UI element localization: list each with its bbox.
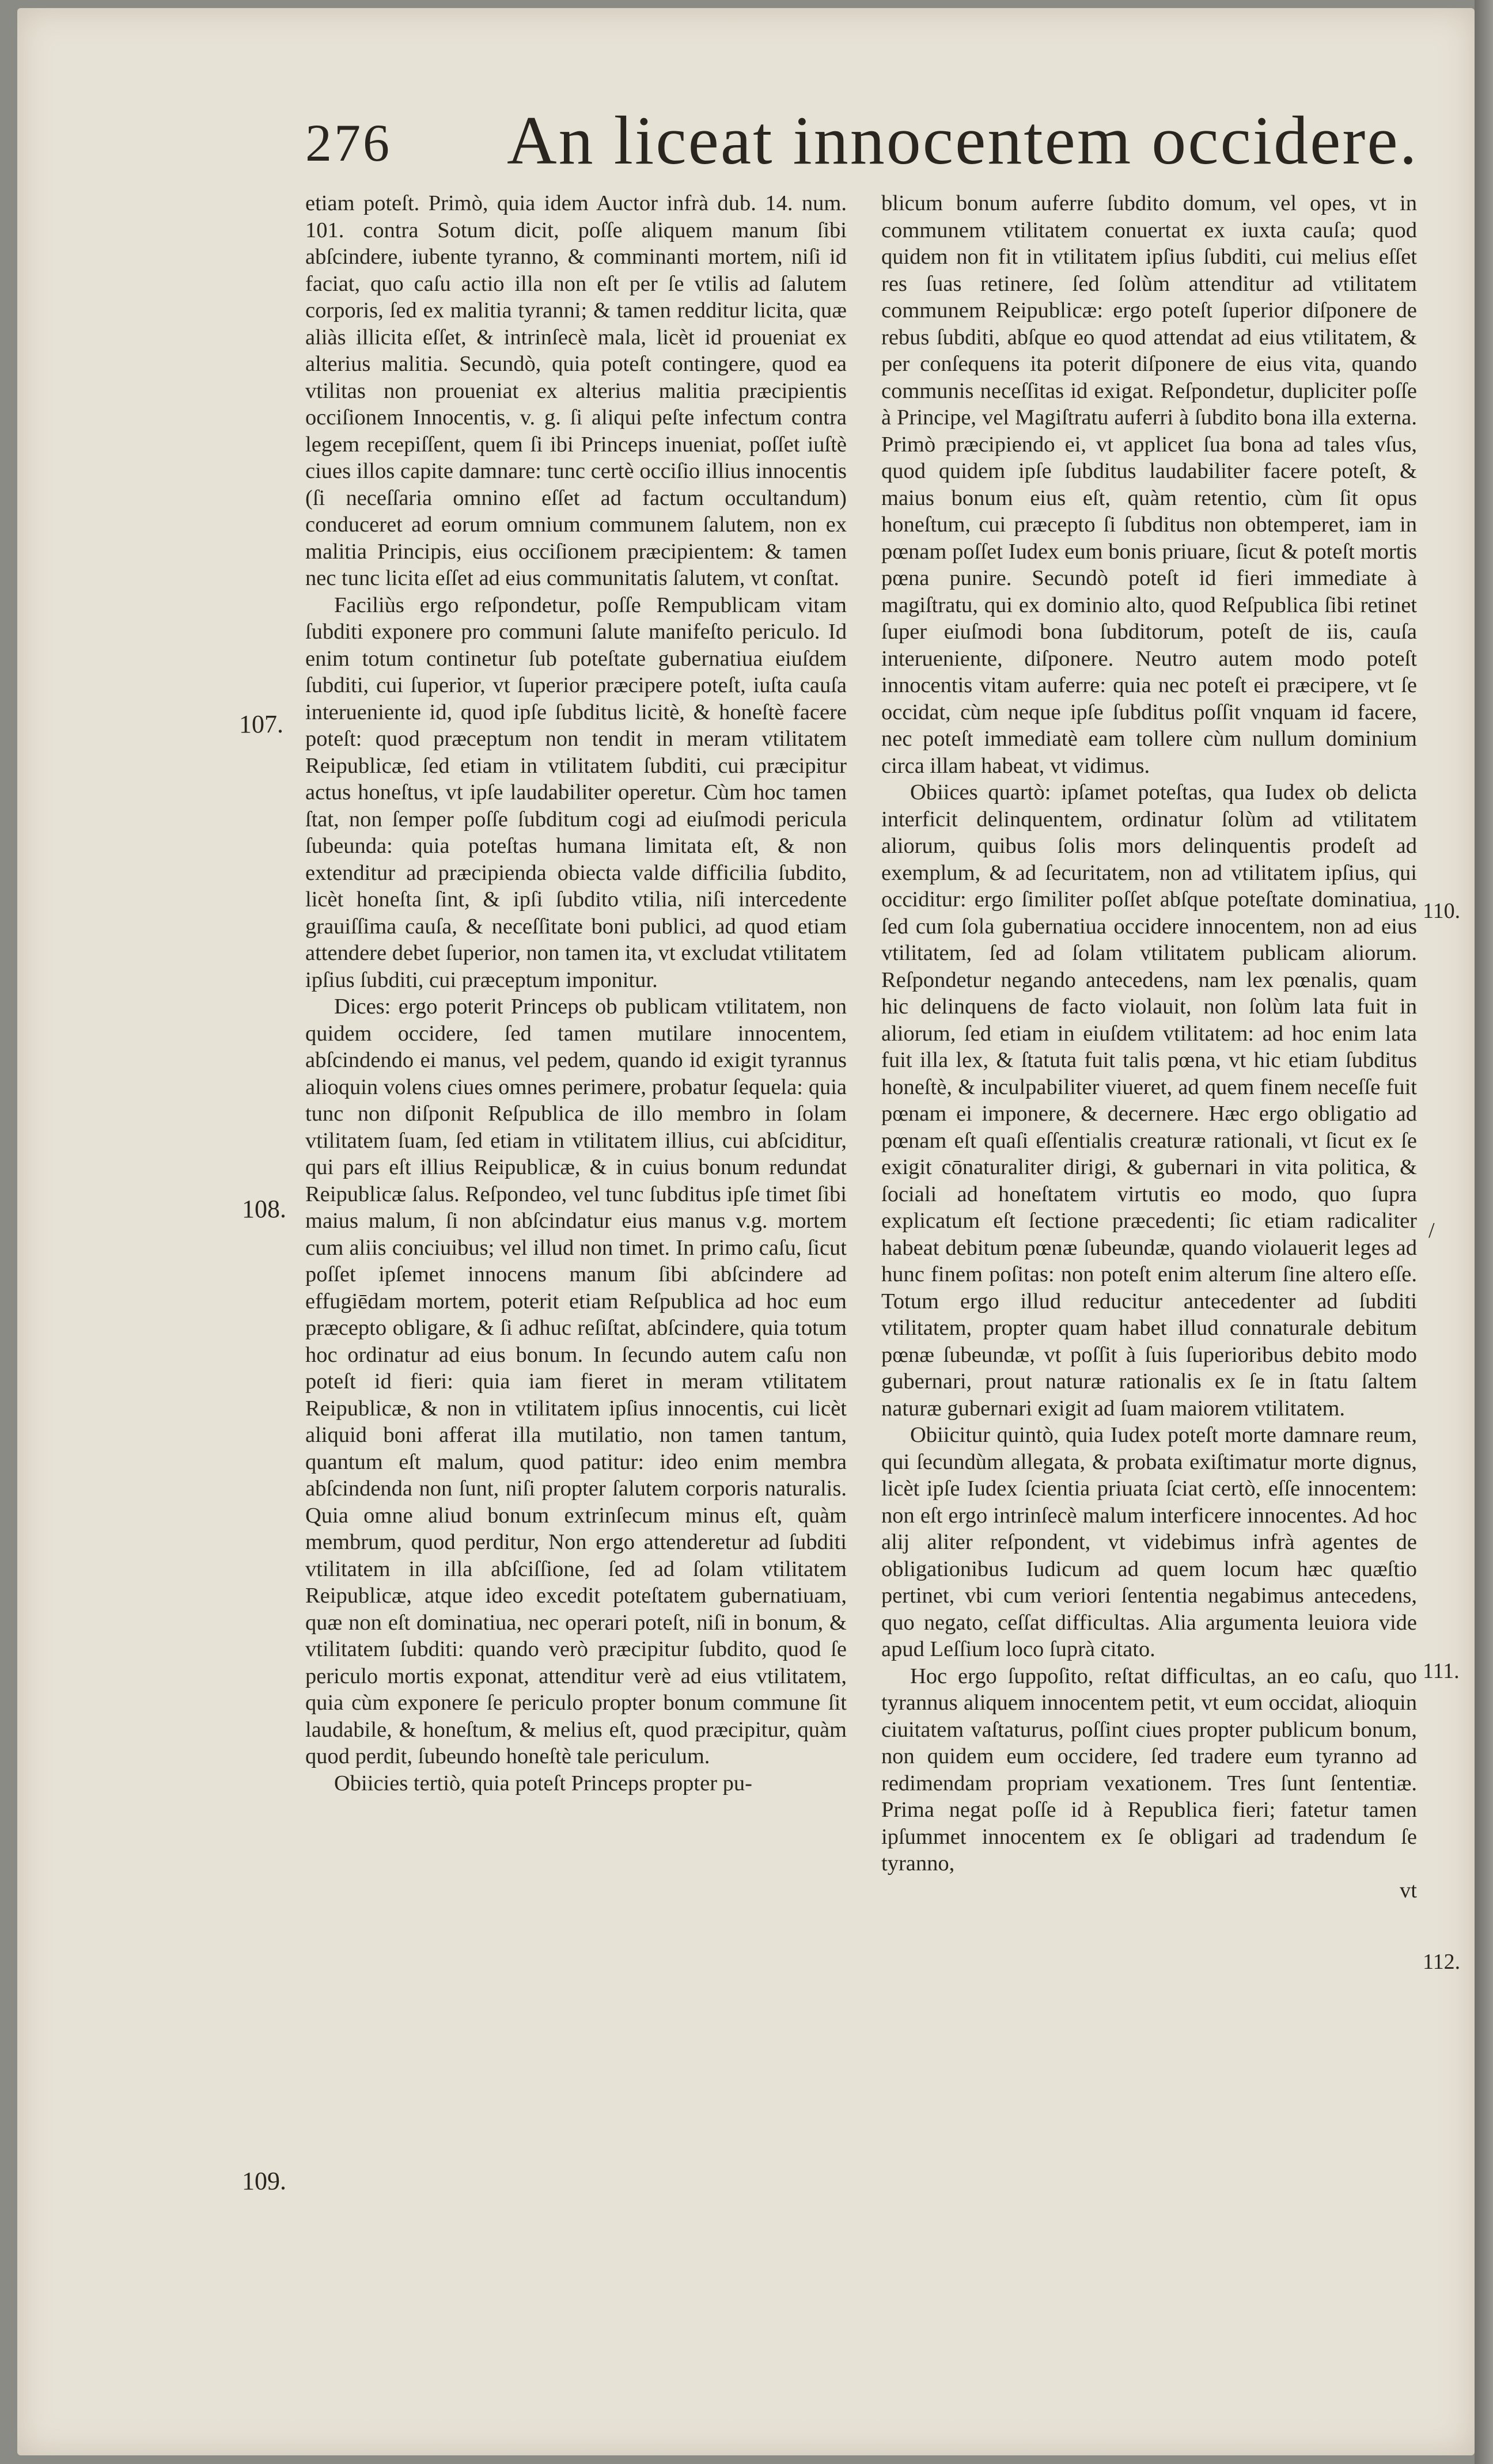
paragraph-107: Faciliùs ergo reſpondetur, poſſe Rempublicam vitam ſubditi exponere pro communi ſalute manifeſto periculo. Id enim totum continetur ſub poteſtate gubernatiua eiuſdem ſubditi, cui ſuperior, vt ſuperior præcipere poteſt, iuſta cauſa interueniente id, quod ipſe ſubditus licitè, & honeſtè facere poteſt: quod præceptum non tendit in meram vtilitatem Reipublicæ, ſed etiam in vtilitatem ſubditi, cui præcipitur actus honeſtus, vt ipſe laudabiliter operetur. Cùm hoc tamen ſtat, non ſemper poſſe ſubditum cogi ad eiuſmodi pericula ſubeunda: quia poteſtas humana limitata eſt, & non extenditur ad præcipienda obiecta valde difficilia ſubdito, licèt honeſta ſint, & ipſi ſubdito vtilia, niſi intercedente grauiſſima cauſa, & neceſſitate boni publici, ad quod etiam attendere debet ſuperior, non tamen ita, vt excludat vtilitatem ipſius ſubditi, cui præceptum imponitur. xyxy=(305,593,847,992)
section-number-112: 112. xyxy=(1423,1950,1461,1974)
running-title: An liceat innocentem occidere. xyxy=(507,102,1419,179)
catchword: vt xyxy=(1400,1878,1417,1903)
section-number-111: 111. xyxy=(1423,1659,1460,1683)
page-header xyxy=(305,101,1419,187)
paragraph-109: Obiicies tertiò, quia poteſt Princeps propter pu- xyxy=(334,1771,752,1795)
paragraph-111: Obiicitur quintò, quia Iudex poteſt morte damnare reum, qui ſecundùm allegata, & probata exiſtimatur morte dignus, licèt ipſe Iudex ſcientia priuata ſciat certò, eſſe innocentem: non eſt ergo intrinſecè malum interficere innocentes. Ad hoc alij aliter reſpondent, vt videbimus infrà agentes de obligationibus Iudicum ad quem locum hæc quæſtio pertinet, vbi cum veriori ſententia negabimus antecedens, quo negato, ceſſat difficultas. Alia argumenta leuiora vide apud Leſſium loco ſuprà citato. xyxy=(881,1423,1417,1661)
paragraph-continuation-right: blicum bonum auferre ſubdito domum, vel opes, vt in communem vtilitatem conuertat ex iuxta cauſa; quod quidem non fit in vtilitatem ipſius ſubditi, cui melius eſſet res ſuas retinere, ſed ſolùm attenditur ad vtilitatem communem Reipublicæ: ergo poteſt ſuperior diſponere de rebus ſubditi, abſque eo quod attendat ad eius vtilitatem, & per conſequens ita poterit diſponere de eius vita, quando communis neceſſitas id exigat. Reſpondetur, dupliciter poſſe à Principe, vel Magiſtratu auferri à ſubdito bona illa externa. Primò præcipiendo ei, vt applicet ſua bona ad tales vſus, quod quidem ipſe ſubditus laudabiliter facere poteſt, & maius bonum eius eſt, quàm retentio, cùm ſit opus honeſtum, cui præcepto ſi ſubditus non obtemperet, iam in pœnam poſſet Iudex eum bonis priuare, ſicut & poteſt mortis pœna punire. Secundò poteſt id fieri immediate à magiſtratu, qui ex dominio alto, quod Reſpublica ſibi retinet ſuper eiuſmodi bona ſubditorum, poteſt de iis, cauſa interueniente, diſponere. Neutro autem modo poteſt innocentis vitam auferre: quia nec poteſt ei præcipere, vt ſe occidat, cùm neque ipſe ſubditus poſſit vnquam id facere, nec poteſt immediatè eam tollere cùm nullum dominium circa illam habeat, vt vidimus. xyxy=(881,191,1417,778)
paragraph-continuation: etiam poteſt. Primò, quia idem Auctor infrà dub. 14. num. 101. contra Sotum dicit, poſſe aliquem manum ſibi abſcindere, iubente tyranno, & comminanti mortem, niſi id faciat, quo caſu actio illa non eſt per ſe vtilis ad ſalutem corporis, ſed ex malitia tyranni; & tamen redditur licita, quæ aliàs illicita eſſet, & intrinſecè mala, licèt id proueniat ex alterius malitia. Secundò, quia poteſt contingere, quod ea vtilitas non proueniat ex alterius malitia præcipientis occiſionem Innocentis, v. g. ſi aliqui peſte infectum contra legem recepiſſent, quem ſi ibi Princeps inueniat, poſſet iuſtè ciues illos capite damnare: tunc certè occiſio illius innocentis (ſi neceſſaria omnino eſſet ad factum occultandum) conduceret ad eorum omnium communem ſalutem, non ex malitia Principis, eius occiſionem præcipientem: & tamen nec tunc licita eſſet ad eius communitatis ſalutem, vt conſtat. xyxy=(305,191,847,590)
section-number-108: 108. xyxy=(242,1195,286,1223)
margin-mark: / xyxy=(1428,1218,1435,1243)
section-number-110: 110. xyxy=(1423,899,1461,923)
left-column xyxy=(305,190,847,1797)
book-gutter-edge xyxy=(1475,0,1493,2464)
paragraph-112: Hoc ergo ſuppoſito, reſtat difficultas, an eo caſu, quo tyrannus aliquem innocentem petit, vt eum occidat, alioquin ciuitatem vaſtaturus, poſſint ciues propter publicum bonum, non quidem eum occidere, ſed tradere eum tyranno ad redimendam propriam vexationem. Tres ſunt ſententiæ. Prima negat poſſe id à Republica fieri; fatetur tamen ipſummet innocentem ex ſe obligari ad tradendum ſe tyranno, xyxy=(881,1664,1417,1875)
page-number: 276 xyxy=(305,113,392,172)
paragraph-110: Obiices quartò: ipſamet poteſtas, qua Iudex ob delicta interficit delinquentem, ordinatur ſolùm ad vtilitatem aliorum, quibus ſolis mors delinquentis prodeſt ad exemplum, & ad ſecuritatem, non ad vtilitatem ipſius, qui occiditur: ergo ſimiliter poſſet abſque poteſtate dominatiua, ſed cum ſola gubernatiua occidere innocentem, non ad eius vtilitatem, ſed ad ſolam vtilitatem publicam aliorum. Reſpondetur negando antecedens, nam lex pœnalis, quam hic delinquens de facto violauit, non ſolùm lata fuit in aliorum, ſed etiam in eiuſdem vtilitatem: ad hoc enim lata fuit illa lex, & ſtatuta fuit talis pœna, vt hic etiam ſubditus honeſtè, & inculpabiliter viueret, ad quem finem neceſſe fuit pœnam ei imponere, & decernere. Hæc ergo obligatio ad pœnam eſt quaſi eſſentialis creaturæ rationali, vt ſicut ex ſe exigit cōnaturaliter dirigi, & gubernari in vita politica, & ſociali ad honeſtatem virtutis eo modo, quo ſupra explicatum eſt ſectione præcedenti; ſic etiam radicaliter habeat debitum pœnæ ſubeundæ, quando violauerit leges ad hunc finem poſitas: non poteſt enim alterum ſine altero eſſe. Totum ergo illud reducitur antecedenter ad ſubditi vtilitatem, propter quam habet illud connaturale debitum pœnæ ſubeundæ, vt poſſit à ſuis ſuperioribus debito modo gubernari, prout naturæ rationalis ex ſe in ſtatu ſaltem naturæ gubernari exigit ad ſuam maiorem vtilitatem. xyxy=(881,780,1417,1421)
paragraph-108: Dices: ergo poterit Princeps ob publicam vtilitatem, non quidem occidere, ſed tamen mutilare innocentem, abſcindendo ei manus, vel pedem, quando id exigit tyrannus alioquin volens ciues omnes perimere, probatur ſequela: quia tunc non diſponit Reſpublica de illo membro in ſolam vtilitatem ſuam, ſed etiam in vtilitatem illius, cui abſciditur, qui pars eſt illius Reipublicæ, & in cuius bonum redundat Reipublicæ ſalus. Reſpondeo, vel tunc ſubditus ipſe timet ſibi maius malum, ſi non abſcindatur eius manus v.g. mortem cum aliis conciuibus; vel illud non timet. In primo caſu, ſicut poſſet ipſemet innocens manum ſibi abſcindere ad effugiēdam mortem, poterit etiam Reſpublica ad hoc eum præcepto obligare, & ſi adhuc reſiſtat, abſcindere, quia totum hoc ordinatur ad eius bonum. In ſecundo autem caſu non poteſt id fieri: quia iam fieret in meram vtilitatem Reipublicæ, & non in vtilitatem ipſius innocentis, cui licèt aliquid boni afferat illa mutilatio, non tamen tantum, quantum eſt malum, quod patitur: ideo enim membra abſcindenda non ſunt, niſi propter ſalutem corporis naturalis. Quia omne aliud bonum extrinſecum minus eſt, quàm membrum, quod perditur, Non ergo attenderetur ad ſubditi vtilitatem in illa abſciſſione, ſed ad ſolam vtilitatem Reipublicæ, atque ideo excedit poteſtatem gubernatiuam, quæ non eſt dominatiua, nec operari poteſt, niſi in bonum, & vtilitatem ſubditi: quando verò præcipitur ſubdito, quod ſe periculo mortis exponat, attenditur verè ad eius vtilitatem, quia cùm exponere ſe periculo propter bonum commune ſit laudabile, & honeſtum, & melius eſt, quod præcipitur, quàm quod perdit, ſubeundo honeſtè tale periculum. xyxy=(305,994,847,1768)
section-number-107: 107. xyxy=(239,710,283,738)
section-number-109: 109. xyxy=(242,2167,286,2195)
right-column xyxy=(881,190,1417,1904)
